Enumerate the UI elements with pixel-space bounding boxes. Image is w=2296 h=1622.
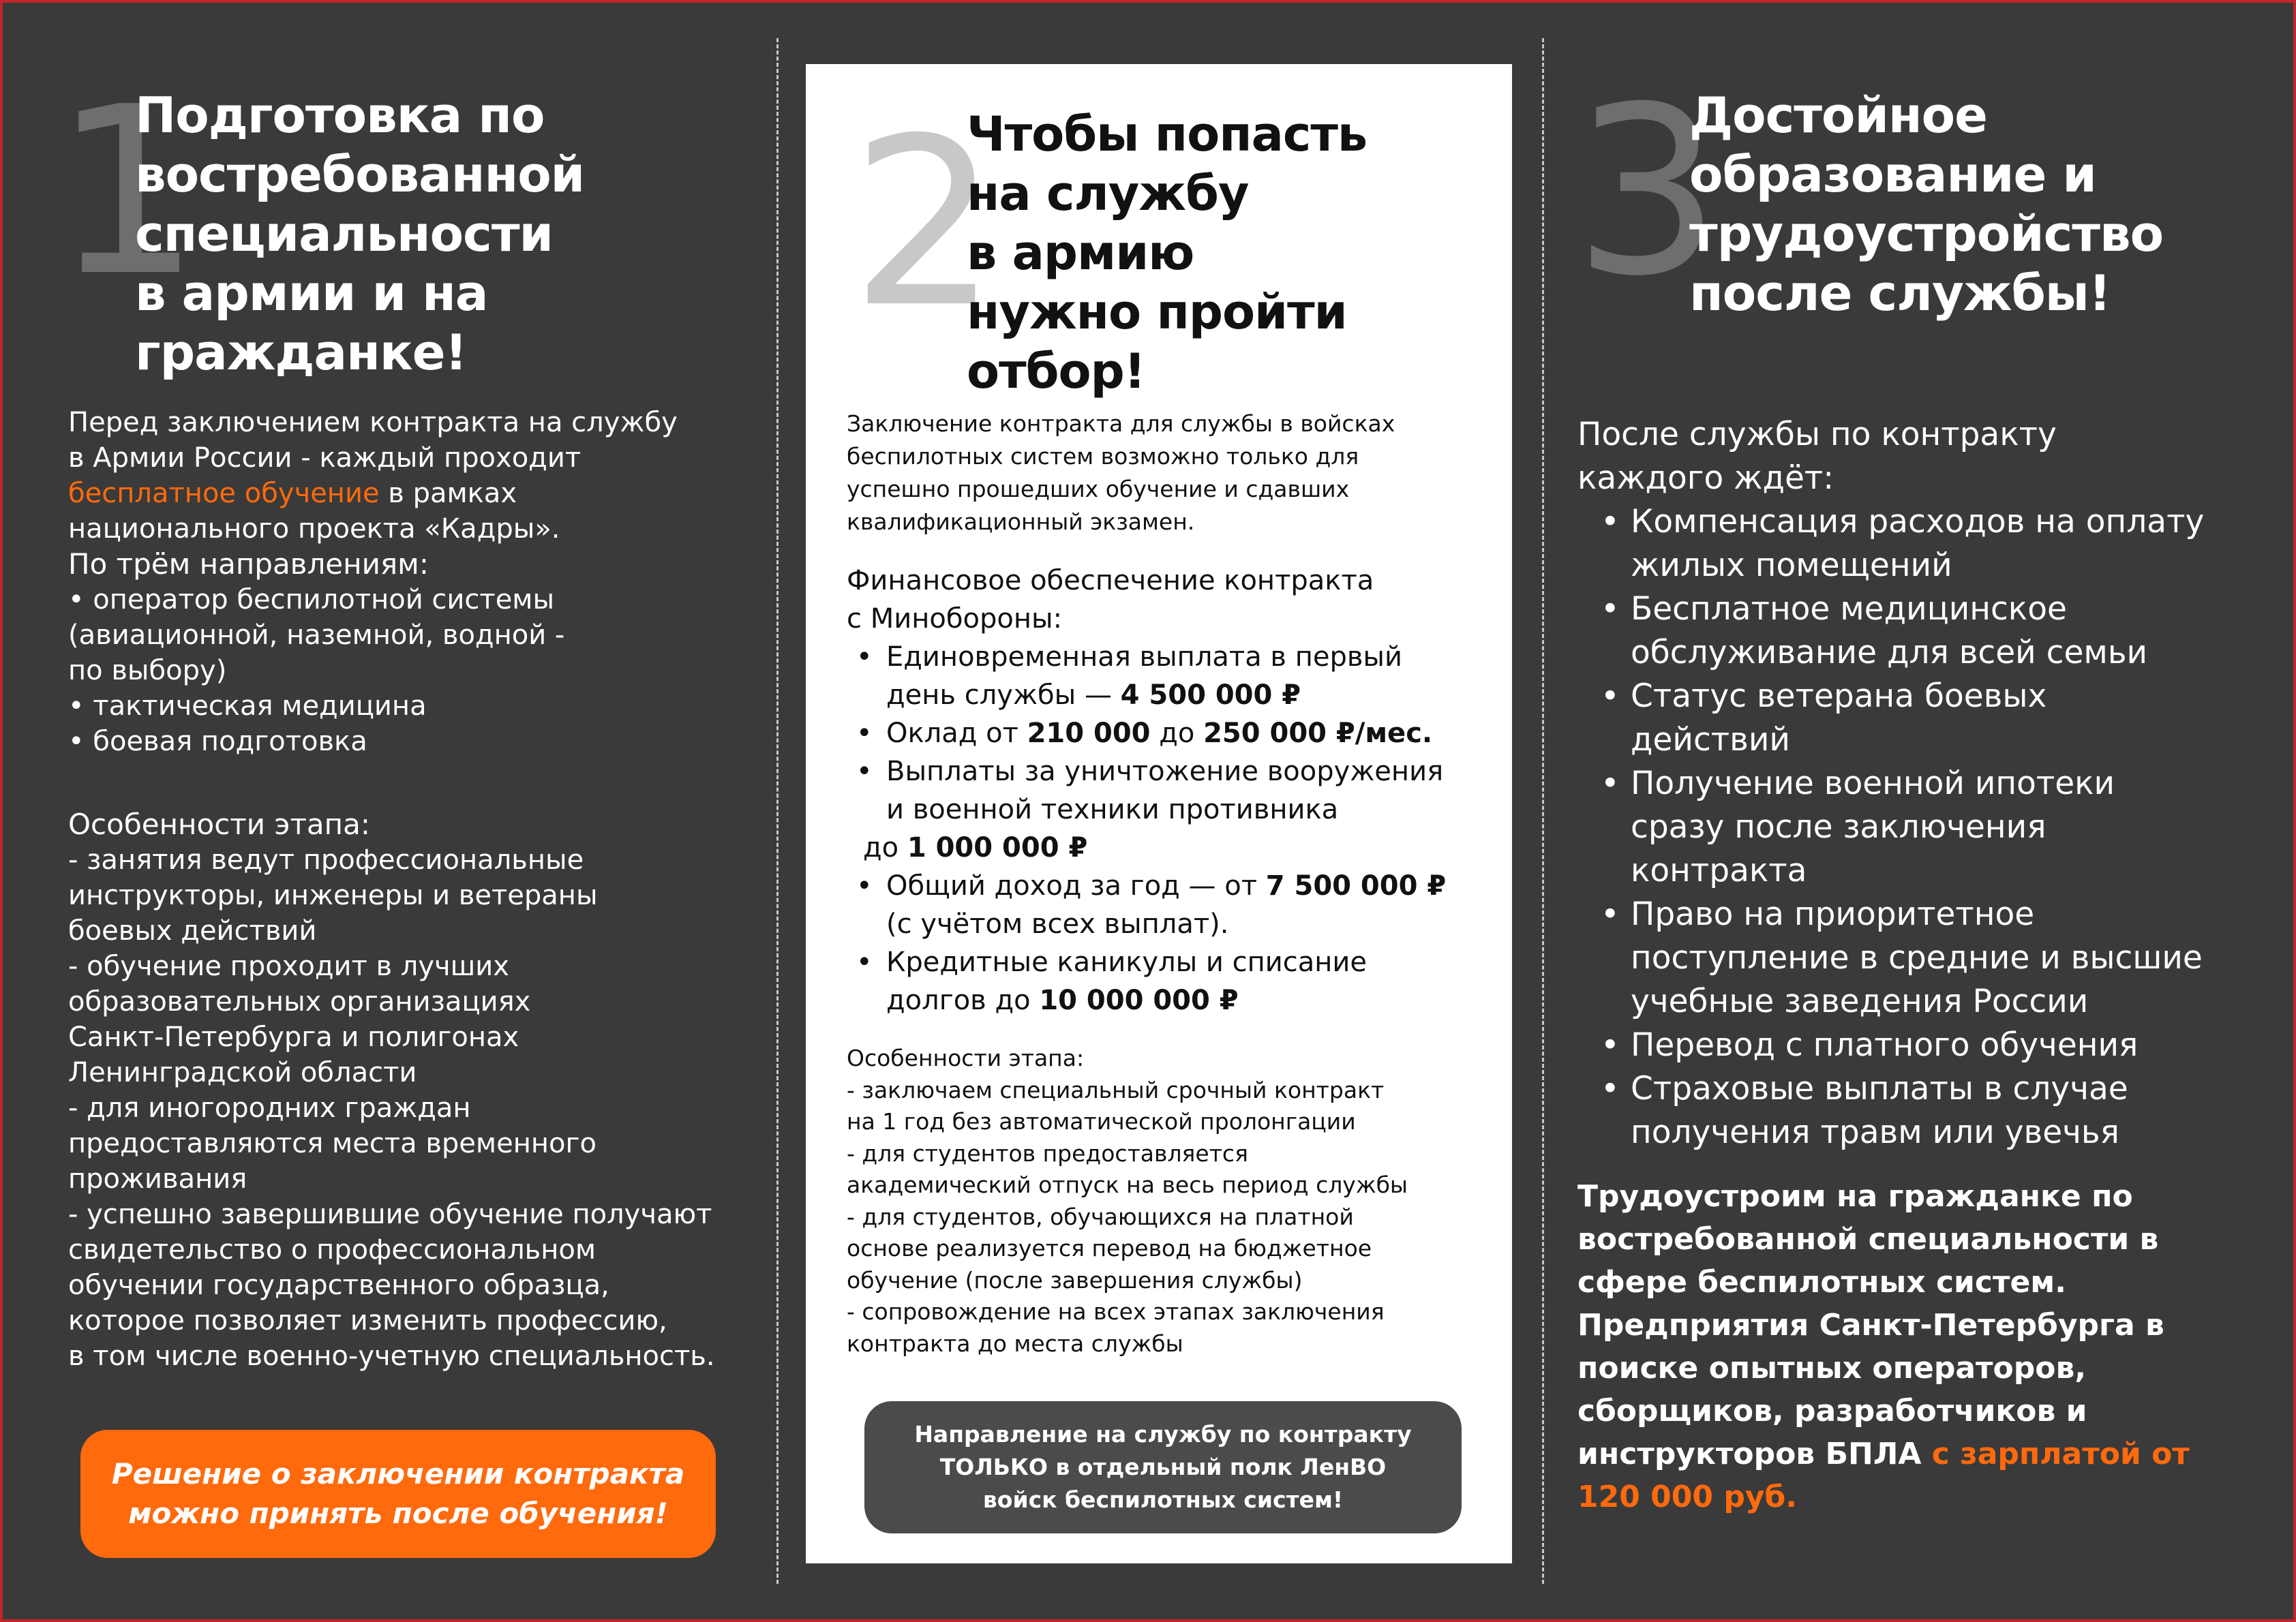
regiment-notice-badge: Направление на службу по контракту ТОЛЬКО в отдельный полк ЛенВО войск беспилотных систем! — [864, 1401, 1462, 1533]
list-item: • Общий доход за год — от 7 500 000 ₽ (с учётом всех выплат). — [847, 867, 1446, 943]
features-heading: Особенности этапа: — [68, 808, 371, 841]
intro-text: Перед заключением контракта на службу в Армии России - каждый проходит бесплатное обучение в рамках национального проекта «Кадры». По трём направлениям: • оператор беспилотной системы (авиационной, наземной, водной - по выбору) • тактическая медицина • боевая подготовка — [68, 407, 678, 757]
step-number: 3 — [1573, 57, 1721, 327]
list-item: • Право на приоритетное поступление в средние и высшие учебные заведения России — [1591, 893, 2204, 1024]
directions-heading: По трём направлениям: — [68, 547, 429, 581]
panel-training — [0, 0, 777, 1622]
list-item: • Статус ветерана боевых действий — [1591, 675, 2204, 762]
salary-highlight: с зарплатой от — [1931, 1437, 2190, 1471]
benefits-list — [1591, 500, 2204, 1154]
list-item: • Перевод с платного обучения — [1591, 1024, 2204, 1067]
salary-amount: 120 000 руб. — [1577, 1480, 1797, 1514]
list-item: • Получение военной ипотеки сразу после заключения контракта — [1591, 762, 2204, 893]
contract-decision-badge: Решение о заключении контракта можно принять после обучения! — [80, 1430, 716, 1558]
panel-title: Подготовка по востребованной специальности в армии и на гражданке! — [135, 87, 585, 381]
list-item: • Оклад от 210 000 до 250 000 ₽/мес. — [847, 714, 1446, 752]
free-training-highlight: бесплатное обучение — [68, 478, 380, 509]
panel-selection — [806, 64, 1512, 1563]
features-text: Особенности этапа: - занятия ведут профессиональные инструкторы, инженеры и ветераны боевых действий - обучение проходит в лучших образовательных организациях Санкт-Петербурга и полигонах Ленинградской области - для иногородних граждан предоставляются места временного проживания - успешно завершившие обучение получают свидетельство о профессиональном обучении государственного образца, которое позволяет изменить профессию, в том числе военно-учетную специальность. — [68, 808, 715, 1372]
list-item: • Бесплатное медицинское обслуживание для всей семьи — [1591, 587, 2204, 675]
panel-title: Достойное образование и трудоустройство после службы! — [1689, 87, 2164, 322]
list-item: • Выплаты за уничтожение вооружения и военной техники противника — [847, 752, 1446, 829]
benefits-block: После службы по контракту каждого ждёт: • Компенсация расходов на оплату жилых помещений • Бесплатное медицинское обслуживание для всей семьи • Статус ветерана боевых действий • Получение военной ипотеки сразу после заключения контракта • Право на приоритетное поступление в средние и высшие учебные заведения России • Перевод с платного обучения • Страховые выплаты в случае получения травм или увечья — [1577, 413, 2204, 1154]
list-item: • Единовременная выплата в первый день службы — 4 500 000 ₽ — [847, 638, 1446, 714]
list-item: • Страховые выплаты в случае получения травм или увечья — [1591, 1067, 2204, 1154]
panel-after-service — [1542, 0, 2296, 1622]
panel-title: Чтобы попасть на службу в армию нужно пройти отбор! — [967, 106, 1368, 399]
step-number: 1 — [53, 57, 201, 327]
step-number: 2 — [851, 89, 999, 358]
finance-block: Финансовое обеспечение контракта с Минобороны: • Единовременная выплата в первый день службы — 4 500 000 ₽ • Оклад от 210 000 до 250 000 ₽/мес. • Выплаты за уничтожение вооружения и военной техники противника до 1 000 000 ₽ • Общий доход за год — от 7 500 000 ₽ (с учётом всех выплат). • Кредитные каникулы и списание долгов до 10 000 000 ₽ — [847, 562, 1446, 1020]
finance-list — [847, 638, 1446, 829]
employment-block: Трудоустроим на гражданке по востребованной специальности в сфере беспилотных систем. Предприятия Санкт-Петербурга в поиске опытных операторов, сборщиков, разработчиков и инструкторов БПЛА с зарплатой от 120 000 руб. — [1577, 1175, 2190, 1518]
list-item: • Кредитные каникулы и списание долгов до 10 000 000 ₽ — [847, 943, 1446, 1020]
list-item: • Компенсация расходов на оплату жилых помещений — [1591, 500, 2204, 587]
features-text: Особенности этапа: - заключаем специальный срочный контракт на 1 год без автоматической пролонгации - для студентов предоставляется академический отпуск на весь период службы - для студентов, обучающихся на платной основе реализуется перевод на бюджетное обучение (после завершения службы) - сопровождение на всех этапах заключения контракта до места службы — [847, 1045, 1408, 1357]
intro-text: Заключение контракта для службы в войсках беспилотных систем возможно только для успешно прошедших обучение и сдавших квалификационный экзамен. — [847, 410, 1395, 535]
